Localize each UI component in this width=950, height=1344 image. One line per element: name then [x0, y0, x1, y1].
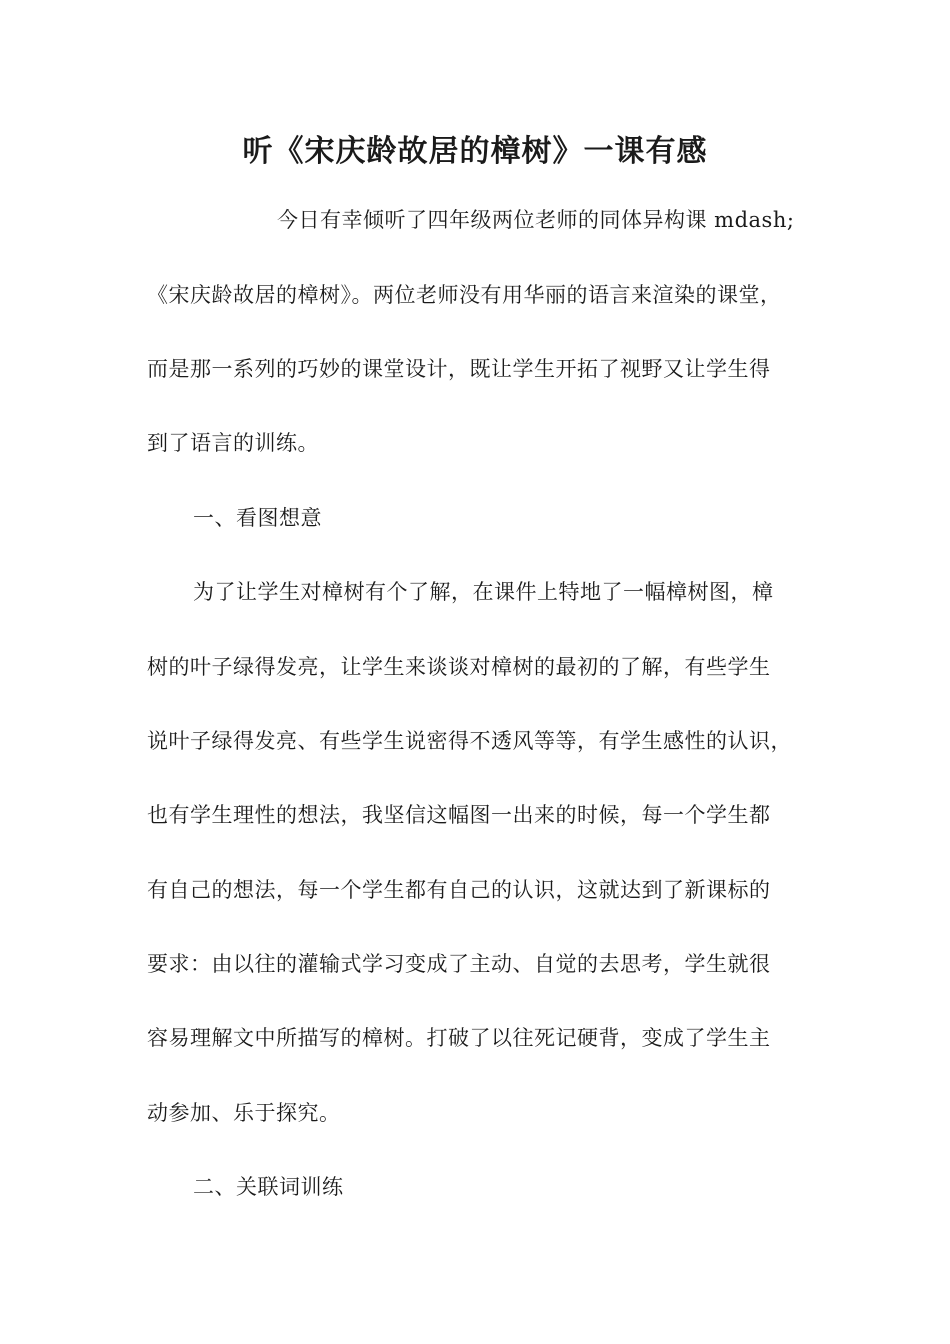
paragraph-line: 要求：由以往的灌输式学习变成了主动、自觉的去思考，学生就很 — [147, 952, 771, 976]
section-heading: 二、关联词训练 — [193, 1175, 344, 1199]
section-heading: 一、看图想意 — [193, 506, 322, 530]
paragraph-line: 《宋庆龄故居的樟树》。两位老师没有用华丽的语言来渲染的课堂， — [147, 283, 782, 307]
paragraph-line: 动参加、乐于探究。 — [147, 1101, 341, 1125]
paragraph-line: 到了语言的训练。 — [147, 431, 319, 455]
paragraph-line: 有自己的想法，每一个学生都有自己的认识，这就达到了新课标的 — [147, 878, 771, 902]
paragraph-line: 今日有幸倾听了四年级两位老师的同体异构课 mdash; — [277, 208, 795, 232]
paragraph-line: 也有学生理性的想法，我坚信这幅图一出来的时候，每一个学生都 — [147, 803, 771, 827]
paragraph-line: 树的叶子绿得发亮，让学生来谈谈对樟树的最初的了解，有些学生 — [147, 655, 771, 679]
document-title: 听《宋庆龄故居的樟树》一课有感 — [242, 134, 708, 169]
paragraph-line: 为了让学生对樟树有个了解，在课件上特地了一幅樟树图，樟 — [193, 580, 774, 604]
paragraph-line: 容易理解文中所描写的樟树。打破了以往死记硬背，变成了学生主 — [147, 1026, 771, 1050]
paragraph-line: 说叶子绿得发亮、有些学生说密得不透风等等，有学生感性的认识， — [147, 729, 792, 753]
paragraph-line: 而是那一系列的巧妙的课堂设计，既让学生开拓了视野又让学生得 — [147, 357, 771, 381]
